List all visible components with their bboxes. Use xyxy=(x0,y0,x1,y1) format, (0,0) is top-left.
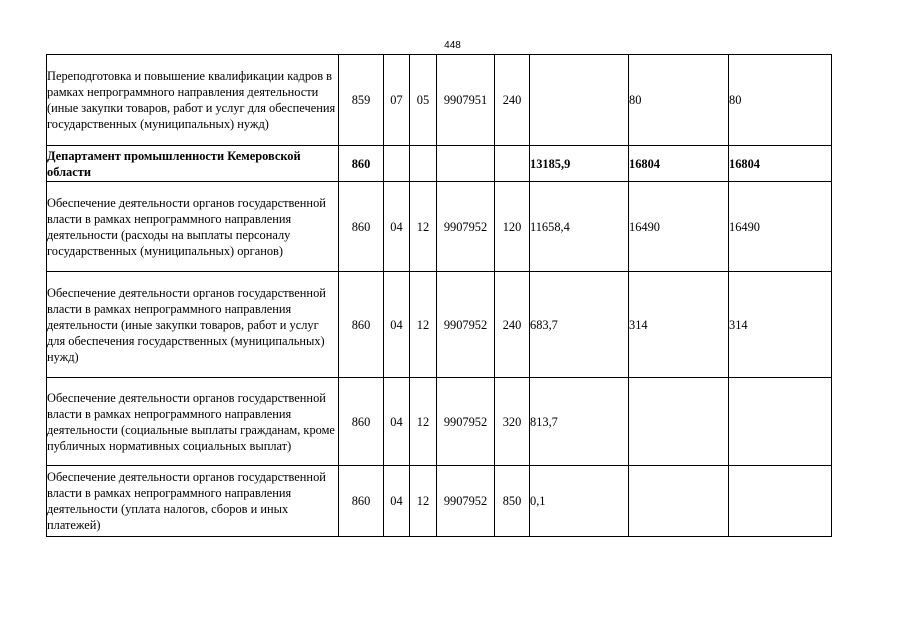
expense-type-code: 240 xyxy=(495,272,530,378)
table-row xyxy=(47,378,832,466)
amount-year-2: 80 xyxy=(629,55,729,146)
target-article-code: 9907952 xyxy=(437,378,495,466)
row-description: Обеспечение деятельности органов государственной власти в рамках непрограммного направления деятельности (иные закупки товаров, работ и услуг для обеспечения государственных (муниципальных) нужд) xyxy=(47,272,339,378)
expense-type-code: 120 xyxy=(495,182,530,272)
target-article-code: 9907952 xyxy=(437,466,495,537)
amount-year-1: 11658,4 xyxy=(530,182,629,272)
page-number: 448 xyxy=(444,40,461,51)
subsection-code: 05 xyxy=(410,55,437,146)
table-row xyxy=(47,272,832,378)
target-article-code: 9907952 xyxy=(437,182,495,272)
subsection-code xyxy=(410,146,437,182)
amount-year-3 xyxy=(729,466,832,537)
section-code: 04 xyxy=(384,466,410,537)
expense-type-code: 320 xyxy=(495,378,530,466)
section-code: 04 xyxy=(384,272,410,378)
subsection-code: 12 xyxy=(410,378,437,466)
section-code: 07 xyxy=(384,55,410,146)
target-article-code: 9907952 xyxy=(437,272,495,378)
amount-year-1: 0,1 xyxy=(530,466,629,537)
amount-year-3: 16490 xyxy=(729,182,832,272)
ministry-code: 860 xyxy=(339,378,384,466)
budget-table xyxy=(46,54,832,537)
row-description: Департамент промышленности Кемеровской области xyxy=(47,146,339,182)
amount-year-3: 314 xyxy=(729,272,832,378)
amount-year-2 xyxy=(629,466,729,537)
amount-year-3: 16804 xyxy=(729,146,832,182)
subsection-code: 12 xyxy=(410,182,437,272)
amount-year-3 xyxy=(729,378,832,466)
ministry-code: 860 xyxy=(339,466,384,537)
amount-year-2 xyxy=(629,378,729,466)
row-description: Переподготовка и повышение квалификации кадров в рамках непрограммного направления деятельности (иные закупки товаров, работ и услуг для обеспечения государственных (муниципальных) нужд) xyxy=(47,55,339,146)
table-row xyxy=(47,55,832,146)
row-description: Обеспечение деятельности органов государственной власти в рамках непрограммного направления деятельности (уплата налогов, сборов и иных платежей) xyxy=(47,466,339,537)
amount-year-3: 80 xyxy=(729,55,832,146)
expense-type-code xyxy=(495,146,530,182)
amount-year-2: 16804 xyxy=(629,146,729,182)
amount-year-1: 813,7 xyxy=(530,378,629,466)
expense-type-code: 850 xyxy=(495,466,530,537)
section-code: 04 xyxy=(384,378,410,466)
target-article-code xyxy=(437,146,495,182)
amount-year-1: 13185,9 xyxy=(530,146,629,182)
ministry-code: 859 xyxy=(339,55,384,146)
row-description: Обеспечение деятельности органов государственной власти в рамках непрограммного направления деятельности (расходы на выплаты персоналу государственных (муниципальных) органов) xyxy=(47,182,339,272)
target-article-code: 9907951 xyxy=(437,55,495,146)
subsection-code: 12 xyxy=(410,466,437,537)
row-description: Обеспечение деятельности органов государственной власти в рамках непрограммного направления деятельности (социальные выплаты гражданам, кроме публичных нормативных социальных выплат) xyxy=(47,378,339,466)
table-row xyxy=(47,182,832,272)
subsection-code: 12 xyxy=(410,272,437,378)
amount-year-1: 683,7 xyxy=(530,272,629,378)
ministry-code: 860 xyxy=(339,146,384,182)
expense-type-code: 240 xyxy=(495,55,530,146)
ministry-code: 860 xyxy=(339,272,384,378)
section-code: 04 xyxy=(384,182,410,272)
amount-year-2: 314 xyxy=(629,272,729,378)
ministry-code: 860 xyxy=(339,182,384,272)
amount-year-1 xyxy=(530,55,629,146)
table-row xyxy=(47,146,832,182)
amount-year-2: 16490 xyxy=(629,182,729,272)
table-row xyxy=(47,466,832,537)
section-code xyxy=(384,146,410,182)
